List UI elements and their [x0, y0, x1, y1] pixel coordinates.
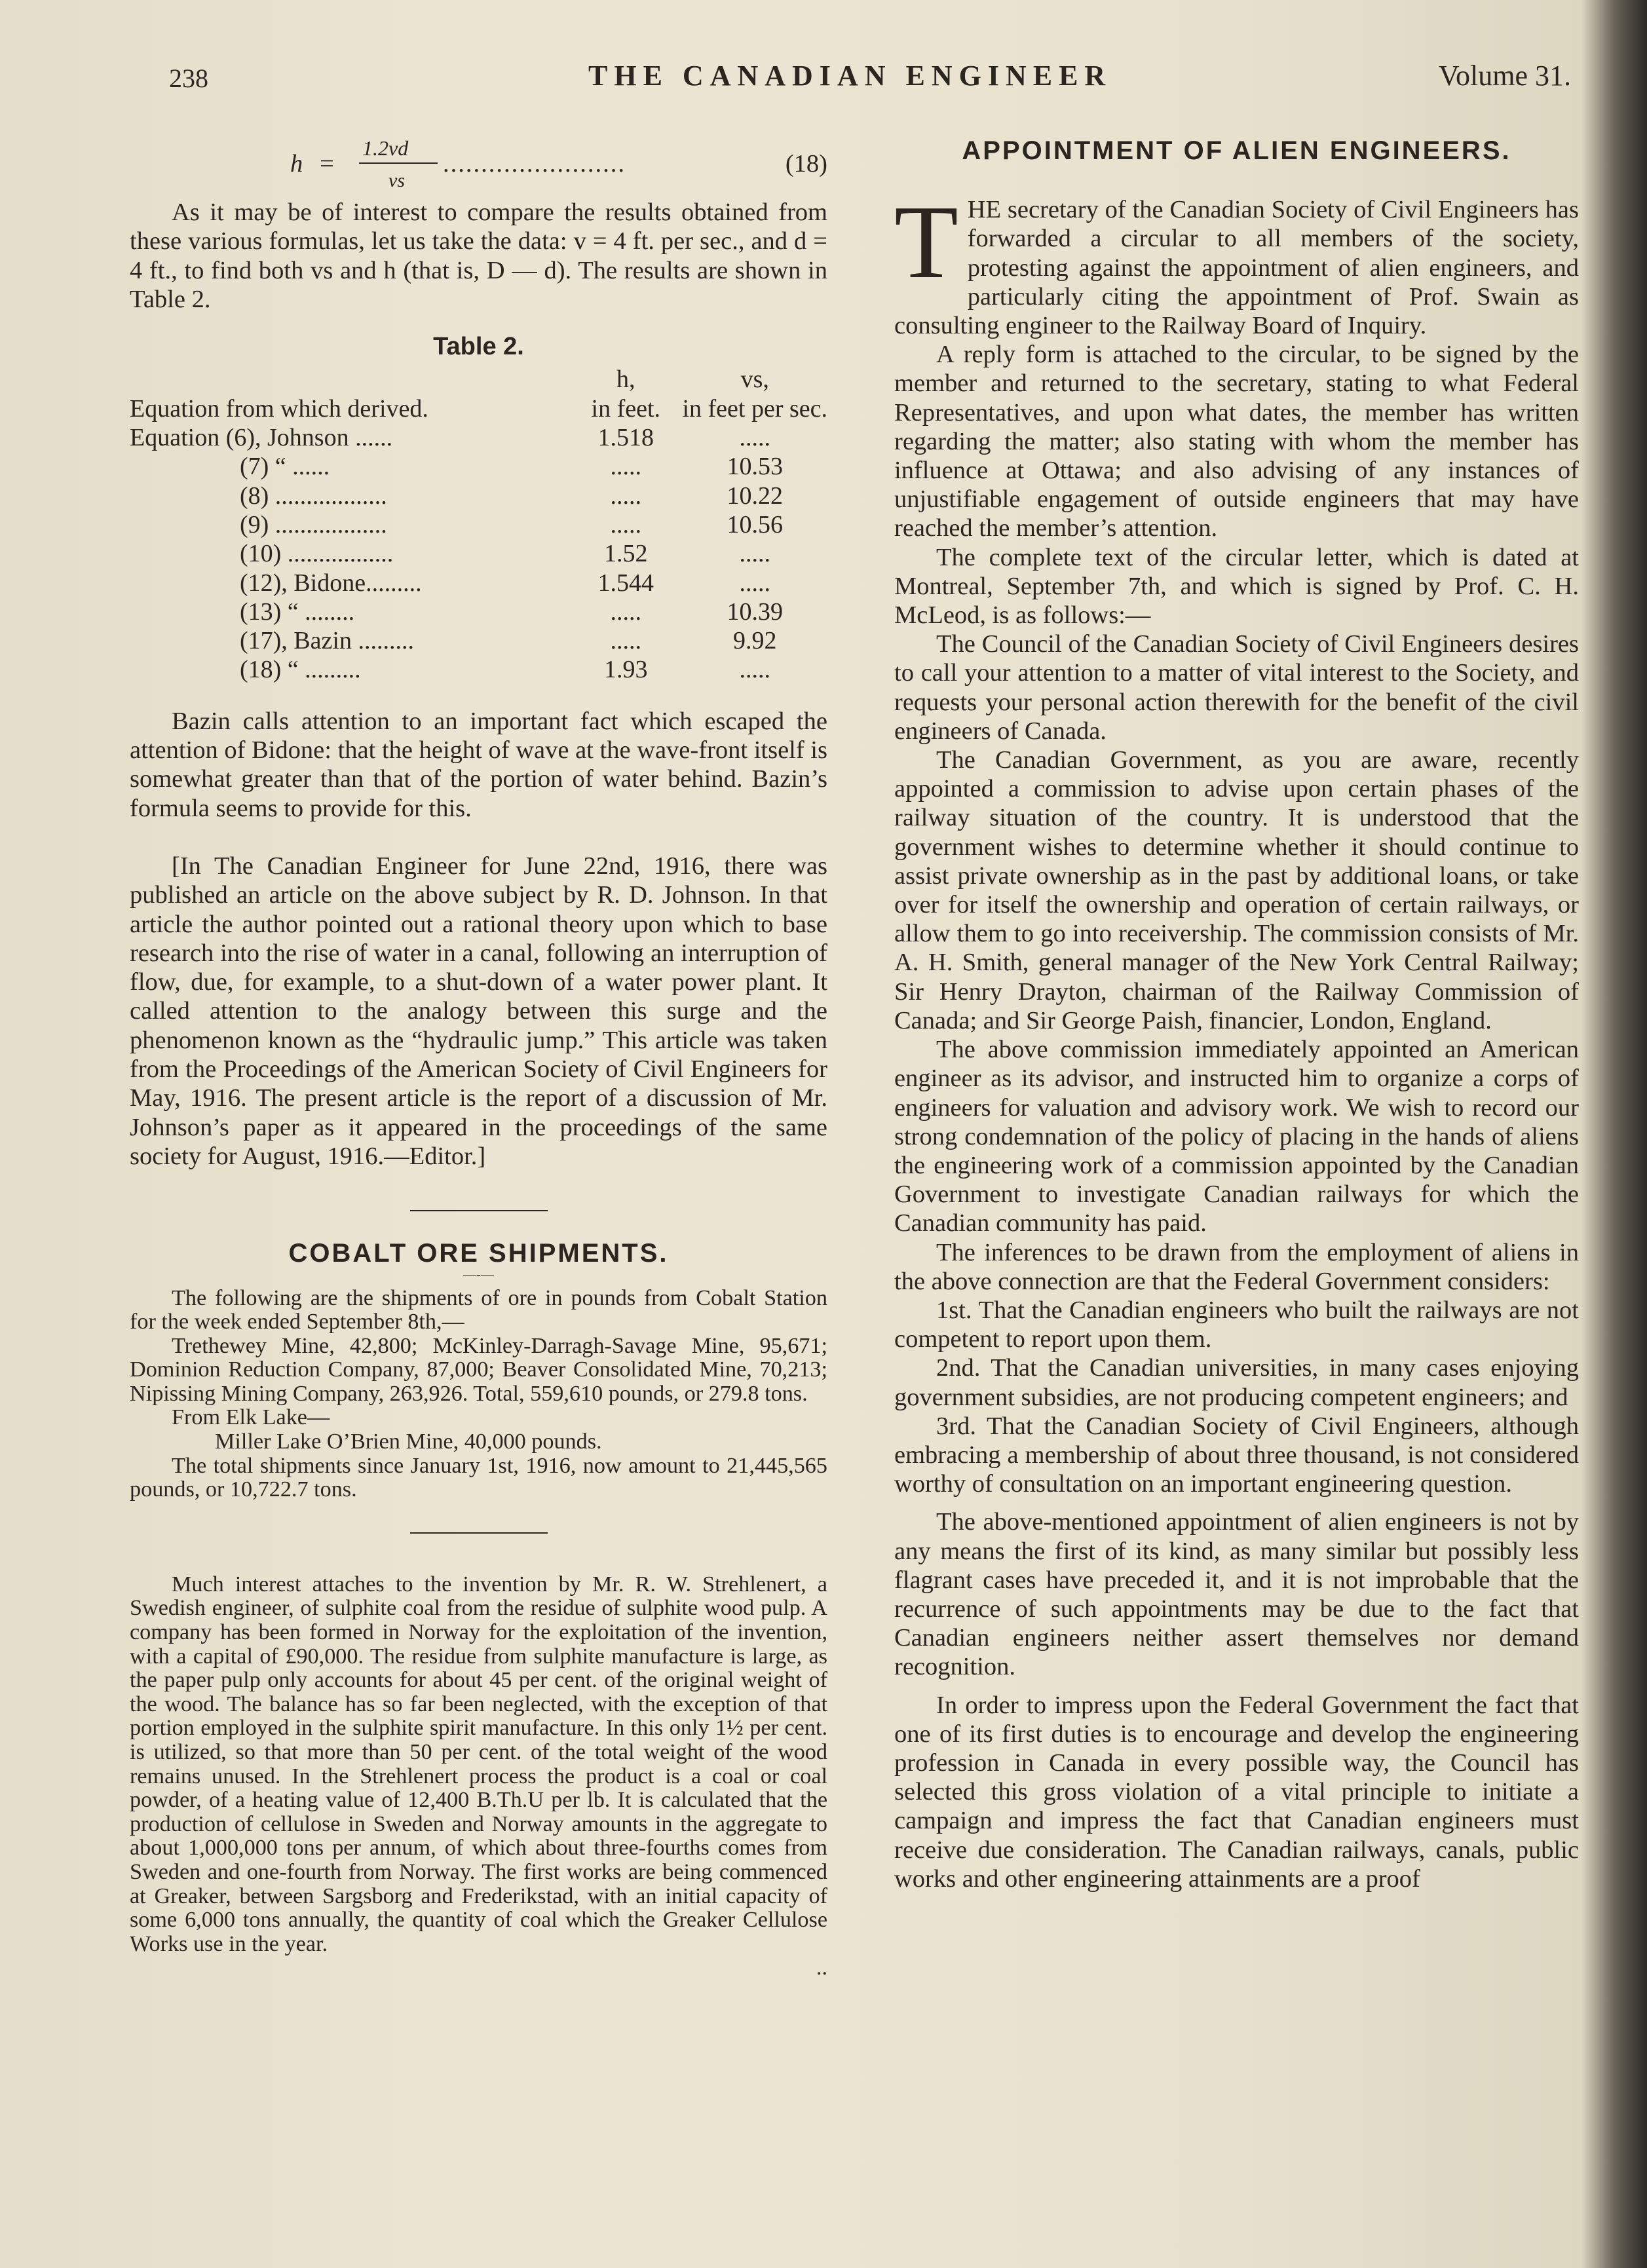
cobalt-total: The total shipments since January 1st, 1916, now amount to 21,445,565 pounds, or 10,722.7 tons. [130, 1453, 827, 1502]
formula-lhs: h [290, 150, 303, 178]
formula-leader-dots: ........................ [443, 150, 626, 178]
paragraph-third: 3rd. That the Canadian Society of Civil Engineers, although embracing a membership of about three thousand, is not considered worthy of consultation on an important engineering question. [894, 1412, 1579, 1498]
end-mark: .. [816, 1956, 827, 1980]
header-in-feet-per-sec: in feet per sec. [682, 394, 827, 423]
right-column [894, 131, 1579, 1893]
paragraph-appointment: The above-mentioned appointment of alien engineers is not by any means the first of its kind, as many similar but possibly less flagrant cases have preceded it, and it is not improbable that the recurrence of such appointments may be due to the fact that Canadian engineers neither assert themselves nor demand recognition. [894, 1508, 1579, 1681]
cobalt-dash: —-— [463, 1267, 494, 1282]
header-in-feet: in feet. [591, 394, 661, 423]
table-row: (8) .................. ..... 10.22 [240, 482, 783, 510]
strehlenert-paragraph: Much interest attaches to the invention by Mr. R. W. Strehlenert, a Swedish engineer, of sulphite coal from the residue of sulphite wood pulp. A company has been formed in Norway for the exploitation of the invention, with a capital of £90,000. The residue from sulphite manufacture is large, as the paper pulp only accounts for about 45 per cent. of the original weight of the wood. The balance has so far been neglected, with the exception of that portion employed in the sulphite spirit manufacture. In this only 1½ per cent. is utilized, so that more than 50 per cent. of the total weight of the wood remains unused. In the Strehlenert process the product is a coal or coal powder, of a heating value of 12,400 B.Th.U per lb. It is calculated that the production of cellulose in Sweden and Norway amounts in the aggregate to about 1,000,000 tons per annum, of which about three-fourths comes from Sweden and one-fourth from Norway. The first works are being commenced at Greaker, between Sargsborg and Frederikstad, with an initial capacity of some 6,000 tons annually, the quantity of coal which the Greaker Cellulose Works use in the year. [130, 1572, 827, 1956]
left-column [130, 131, 827, 1980]
cobalt-elk-lake: From Elk Lake— [172, 1405, 330, 1430]
table-row: (9) .................. ..... 10.56 [240, 510, 783, 539]
table-row: (10) ................. 1.52 ..... [240, 540, 770, 568]
article-title: APPOINTMENT OF ALIEN ENGINEERS. [962, 136, 1511, 165]
drop-cap: T [894, 183, 958, 301]
formula-numerator: 1.2vd [362, 136, 409, 160]
table-row: (18) “ ......... 1.93 ..... [240, 656, 770, 684]
table-header-row-2 [130, 394, 827, 423]
cobalt-miller-lake: Miller Lake O’Brien Mine, 40,000 pounds. [215, 1429, 602, 1454]
paragraph-second: 2nd. That the Canadian universities, in many cases enjoying government subsidies, are not producing competent engineers; and [894, 1354, 1579, 1411]
paragraph-commission: The Canadian Government, as you are aware, recently appointed a commission to advise upon certain phases of the railway situation of the country. It is understood that the government wishes to determine whether it should continue to assist private ownership as in the past by additional loans, or take over for itself the ownership and operation of certain railways, or allow them to go into receivership. The commission consists of Mr. A. H. Smith, general manager of the New York Central Railway; Sir Henry Drayton, chairman of the Railway Commission of Canada; and Sir George Paish, financier, London, England. [894, 746, 1579, 1034]
header-vs: vs, [740, 366, 769, 394]
table-header-row-1 [130, 365, 827, 394]
paragraph-circular: The complete text of the circular letter, which is dated at Montreal, September 7th, and which is signed by Prof. C. H. McLeod, is as follows:— [894, 543, 1579, 630]
table-title: Table 2. [433, 333, 524, 361]
table-row: (17), Bazin ......... ..... 9.92 [240, 627, 777, 655]
paragraph-intro: HE secretary of the Canadian Society of Civil Engineers has forwarded a circular to all members of the society, protesting against the appointment of alien engineers, and particularly citing the appointment of Prof. Swain as consulting engineer to the Railway Board of Inquiry. [894, 196, 1579, 340]
table-row: Equation (6), Johnson ...... 1.518 ..... [130, 424, 770, 452]
paragraph-council: The Council of the Canadian Society of Civil Engineers desires to call your attention to a matter of vital interest to the Society, and requests your personal action therewith for the benefit of the civil engineers of Canada. [894, 630, 1579, 745]
formula-equals: = [320, 150, 334, 178]
formula-denominator: vs [388, 170, 405, 191]
header-equation: Equation from which derived. [130, 394, 428, 423]
paragraph-first: 1st. That the Canadian engineers who built the railways are not competent to report upon them. [894, 1296, 1579, 1353]
paragraph-editor-note: [In The Canadian Engineer for June 22nd, 1916, there was published an article on the above subject by R. D. Johnson. In that article the author pointed out a rational theory upon which to base research into the rise of water in a canal, following an interruption of flow, due, for example, to a shut-down of a water power plant. It called attention to the analogy between this surge and the phenomenon known as the “hydraulic jump.” This article was taken from the Proceedings of the American Society of Civil Engineers for May, 1916. The present article is the report of a discussion of Mr. Johnson’s paper as it appeared in the proceedings of the same society for August, 1916.—Editor.] [130, 852, 827, 1170]
paragraph-inferences: The inferences to be drawn from the employment of aliens in the above connection are that the Federal Government considers: [894, 1238, 1579, 1295]
cobalt-mines: Trethewey Mine, 42,800; McKinley-Darragh-Savage Mine, 95,671; Dominion Reduction Company, 87,000; Beaver Consolidated Mine, 70,213; Nipissing Mining Company, 263,926. Total, 559,610 pounds, or 279.8 tons. [130, 1333, 827, 1406]
journal-title: THE CANADIAN ENGINEER [588, 60, 1112, 92]
cobalt-intro: The following are the shipments of ore in pounds from Cobalt Station for the week ended September 8th,— [130, 1285, 827, 1334]
paragraph-reply-form: A reply form is attached to the circular, to be signed by the member and returned to the secretary, stating to what Federal Representatives, and upon what dates, the member has written regarding the matter; also stating with whom the member has influence at Ottawa; and also advising of any instances of unjustifiable engagement of outside engineers that may have reached the member’s attention. [894, 341, 1579, 542]
opening-paragraph [894, 183, 1579, 340]
formula-number: (18) [785, 150, 827, 178]
table-row: (12), Bidone......... 1.544 ..... [240, 569, 770, 597]
paragraph-advisor: The above commission immediately appointed an American engineer as its advisor, and instructed him to organize a corps of engineers for valuation and advisory work. We wish to record our strong condemnation of the policy of placing in the hands of aliens the engineering work of a commission appointed by the Canadian Government to investigate Canadian railways for which the Canadian community has paid. [894, 1036, 1579, 1238]
header-h: h, [616, 366, 635, 394]
page-header [169, 54, 1571, 100]
paragraph-campaign: In order to impress upon the Federal Government the fact that one of its first duties is to encourage and develop the engineering profession in Canada in every possible way, the Council has selected this gross violation of a vital principle to initiate a campaign and impress the fact that Canadian engineers must receive due consideration. The Canadian railways, canals, public works and other engineering attainments are a proof [894, 1691, 1579, 1893]
page-number: 238 [169, 64, 208, 93]
fraction-bar [359, 162, 438, 164]
results-table [130, 365, 827, 684]
cobalt-title: COBALT ORE SHIPMENTS. [288, 1239, 669, 1268]
paragraph-compare: As it may be of interest to compare the results obtained from these various formulas, let us take the data: v = 4 ft. per sec., and d = 4 ft., to find both vs and h (that is, D — d). The results are shown in Table 2. [130, 198, 827, 313]
table-row: (7) “ ...... ..... 10.53 [240, 453, 783, 481]
table-row: (13) “ ........ ..... 10.39 [240, 597, 783, 626]
strehlenert-block [130, 1573, 827, 1980]
cobalt-shipments-block [130, 1287, 827, 1502]
formula-18 [130, 131, 827, 191]
paragraph-bazin: Bazin calls attention to an important fact which escaped the attention of Bidone: that the height of wave at the wave-front itself is somewhat greater than that of the portion of water behind. Bazin’s formula seems to provide for this. [130, 707, 827, 822]
volume-label: Volume 31. [1438, 60, 1571, 92]
